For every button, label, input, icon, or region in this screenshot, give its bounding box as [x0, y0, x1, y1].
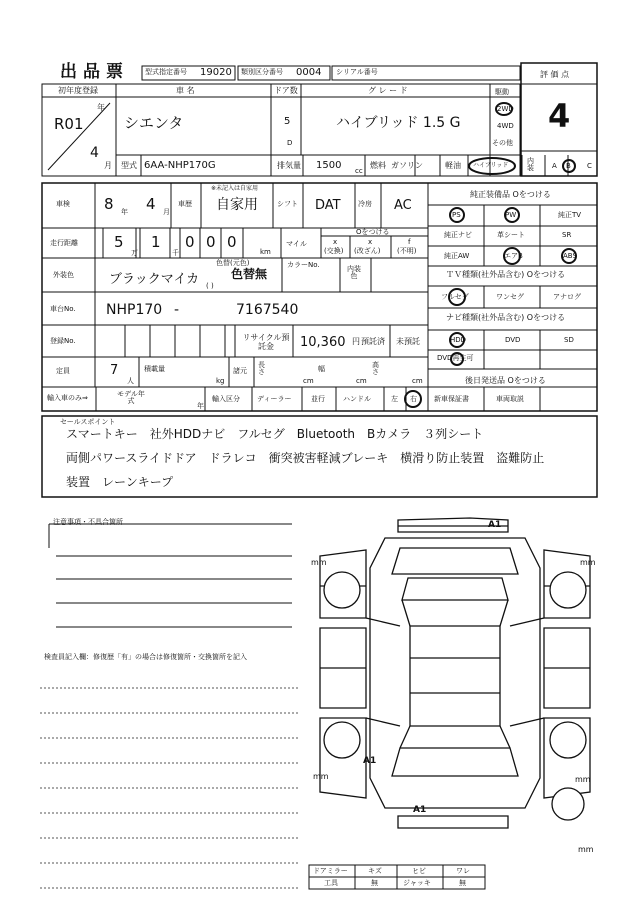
- mileage-exchange: (交換): [324, 247, 344, 255]
- serial-label: シリアル番号: [336, 68, 378, 76]
- mileage-man: 万: [131, 249, 138, 257]
- nav-dvd-play: DVD再生可: [437, 354, 474, 362]
- cooler-value: AC: [394, 198, 412, 213]
- drive-other: その他: [492, 139, 513, 147]
- mm-right-bottom: mm: [578, 845, 594, 854]
- car-damage-diagram: [300, 508, 610, 860]
- nav-hdd: HDD: [450, 336, 467, 344]
- doors-value: 5: [284, 116, 291, 127]
- inspection-month: 4: [146, 195, 156, 213]
- capacity-value: 7: [110, 363, 119, 378]
- tv-oneseg: ワンセグ: [496, 293, 524, 301]
- drive-label: 駆動: [495, 88, 509, 96]
- chassis-label: 車台No.: [50, 305, 76, 313]
- after-label: 後日発送品 Oをつける: [465, 376, 546, 385]
- model-code-label: 型式: [121, 161, 137, 170]
- displacement: 1500: [316, 160, 342, 171]
- color-label: 外装色: [53, 271, 74, 279]
- jack-value: 無: [459, 879, 466, 887]
- first-reg-era: R01: [54, 115, 84, 133]
- mileage-d2: 1: [151, 233, 161, 251]
- fuel-gasoline: ガソリン: [391, 161, 423, 170]
- car-name: シエンタ: [124, 114, 184, 132]
- mileage-sen: 千: [172, 249, 179, 257]
- selling-points-line3: 装置 レーンキープ: [66, 475, 174, 489]
- shift-label: シフト: [277, 200, 298, 208]
- mileage-label: 走行距離: [50, 239, 78, 247]
- history-label: 車歴: [178, 200, 192, 208]
- chassis-prefix: NHP170: [106, 302, 163, 318]
- mileage-exchange-mark: x: [333, 238, 338, 246]
- mileage-unknown: (不明): [397, 247, 417, 255]
- equip-tv: 純正TV: [558, 211, 582, 219]
- selling-points-label: セールスポイント: [60, 418, 116, 426]
- recycle-not-deposited: 未預託: [396, 337, 420, 346]
- first-reg-month-label: 月: [104, 161, 112, 170]
- color-code-label: カラーNo.: [287, 261, 320, 269]
- capacity-unit: 人: [127, 377, 134, 385]
- break-label: ワレ: [456, 867, 470, 875]
- import-dealer: ディーラー: [257, 395, 292, 403]
- equip-airbag: エアB: [504, 252, 523, 260]
- nav-dvd: DVD: [505, 336, 521, 344]
- dims-label: 諸元: [233, 367, 247, 375]
- mileage-d3: 0: [185, 233, 195, 251]
- tv-analog: アナログ: [553, 293, 581, 301]
- load-label: 積載量: [144, 365, 165, 373]
- tv-label: ＴＶ種類(社外品含む) Oをつける: [446, 270, 566, 279]
- inspector-label: 検査員記入欄：修復歴「有」の場合は修復箇所・交換箇所を記入: [44, 653, 247, 661]
- crack-label: ヒビ: [412, 867, 426, 875]
- registration-label: 登録No.: [50, 337, 76, 345]
- equip-pw: PW: [505, 211, 517, 219]
- grade-value: ハイブリッド 1.5 G: [336, 115, 461, 131]
- dims-length-cm: cm: [303, 377, 314, 385]
- equip-abs: ABS: [563, 252, 577, 260]
- nav-sd: SD: [564, 336, 574, 344]
- color-paren: ( ): [206, 282, 214, 290]
- import-category: 輸入区分: [212, 395, 240, 403]
- color-value: ブラックマイカ: [109, 272, 200, 287]
- notes-label: 注意事項・不具合箇所: [53, 518, 123, 526]
- equip-navi: 純正ナビ: [444, 231, 472, 239]
- inspection-year-label: 年: [121, 208, 128, 216]
- dims-height: 高さ: [372, 361, 379, 376]
- score-value: 4: [548, 97, 571, 135]
- model-cert-label: 型式指定番号: [145, 68, 187, 76]
- color-change-label: 色替(元色): [216, 259, 250, 267]
- color-change-value: 色替無: [231, 267, 268, 281]
- doors-header: ドア数: [274, 86, 298, 95]
- chassis-dash: -: [174, 302, 180, 318]
- dims-height-cm: cm: [412, 377, 423, 385]
- drive-4wd: 4WD: [497, 122, 514, 130]
- import-year-unit: 年: [197, 402, 204, 410]
- diagram-mark-3: A1: [413, 805, 427, 815]
- first-reg-month: 4: [90, 145, 99, 161]
- tools-label: 工具: [324, 879, 338, 887]
- capacity-label: 定員: [56, 367, 70, 375]
- interior-a: A: [552, 162, 557, 170]
- first-reg-year-label: 年: [97, 103, 105, 112]
- recycle-label: リサイクル預託金: [242, 333, 290, 351]
- doors-unit: D: [287, 139, 293, 147]
- category-label: 類別区分番号: [241, 68, 283, 76]
- inspection-month-label: 月: [163, 208, 170, 216]
- displacement-unit: cc: [355, 167, 363, 175]
- recycle-value: 10,360: [300, 335, 346, 350]
- grade-header: グ レ ー ド: [368, 86, 408, 95]
- form-title: 出品票: [60, 62, 129, 82]
- import-handle: ハンドル: [343, 395, 371, 403]
- shift-value: DAT: [315, 198, 341, 213]
- mirror-label: ドアミラー: [313, 867, 348, 875]
- equip-leather: 革シート: [497, 231, 525, 239]
- import-model-year: モデル年式: [117, 390, 145, 405]
- tools-value: 無: [371, 879, 378, 887]
- load-unit: kg: [216, 377, 225, 385]
- history-value: 自家用: [216, 197, 258, 213]
- mileage-d5: 0: [227, 233, 237, 251]
- mileage-d4: 0: [206, 233, 216, 251]
- displacement-label: 排気量: [277, 161, 301, 170]
- mileage-modified-mark: x: [368, 238, 373, 246]
- interior-label: 内装: [527, 157, 534, 172]
- interior-c: C: [587, 162, 592, 170]
- score-label: 評 価 点: [540, 70, 570, 79]
- nav-label: ナビ種類(社外品含む) Oをつける: [446, 313, 566, 322]
- mileage-unknown-mark: f: [408, 238, 411, 246]
- import-right: 右: [410, 395, 417, 403]
- model-cert-no: 19020: [200, 67, 232, 78]
- chassis-number: 7167540: [236, 302, 299, 318]
- import-left: 左: [391, 395, 398, 403]
- selling-points-line2: 両側パワースライドドア ドラレコ 衝突被害軽減ブレーキ 横滑り防止装置 盗難防止: [66, 451, 545, 465]
- equip-label: 純正装備品 Oをつける: [470, 190, 551, 199]
- interior-color-label: 内装色: [347, 265, 361, 280]
- dims-width: 幅: [318, 365, 325, 373]
- recycle-yen: 円: [352, 337, 360, 346]
- dims-length: 長さ: [258, 361, 265, 376]
- import-label: 輸入車のみ⇒: [47, 394, 88, 402]
- history-note: ※未記入は自家用: [211, 185, 259, 192]
- recycle-deposited: 預託済: [361, 337, 385, 346]
- interior-b: B: [566, 162, 571, 170]
- mileage-circle-note: Oをつける: [356, 228, 390, 236]
- diagram-mark-2: A1: [363, 756, 377, 766]
- diagram-mark-1: A1: [488, 520, 502, 530]
- mm-right-mid: mm: [575, 775, 591, 784]
- cooler-label: 冷房: [358, 200, 372, 208]
- mileage-modified: (改ざん): [354, 247, 381, 255]
- tv-fullseg: フルセグ: [441, 293, 469, 301]
- equip-ps: PS: [452, 211, 461, 219]
- drive-2wd: 2WD: [497, 105, 514, 113]
- equip-sr: SR: [562, 231, 572, 239]
- scratch-label: キズ: [368, 867, 382, 875]
- fuel-hybrid: ハイブリッド: [473, 162, 509, 169]
- jack-label: ジャッキ: [403, 879, 431, 887]
- car-name-header: 車 名: [176, 86, 195, 95]
- mm-left-bottom: mm: [313, 772, 329, 781]
- mm-right-top: mm: [580, 558, 596, 567]
- equip-aw: 純正AW: [444, 252, 470, 260]
- after-warranty: 新車保証書: [434, 395, 469, 403]
- dims-width-cm: cm: [356, 377, 367, 385]
- mileage-mile: マイル: [286, 240, 307, 248]
- selling-points-line1: スマートキー 社外HDDナビ フルセグ Bluetooth Bカメラ ３列シート: [66, 427, 484, 441]
- mileage-unit: km: [260, 248, 271, 256]
- fuel-diesel: 軽油: [445, 161, 461, 170]
- mm-left-top: mm: [311, 558, 327, 567]
- category-no: 0004: [296, 67, 322, 78]
- after-manual: 車両取説: [496, 395, 524, 403]
- mileage-d1: 5: [114, 233, 124, 251]
- first-reg-header: 初年度登録: [58, 86, 98, 95]
- import-parallel: 並行: [311, 395, 325, 403]
- model-code: 6AA-NHP170G: [144, 160, 216, 171]
- inspection-label: 車検: [56, 200, 70, 208]
- fuel-label: 燃料: [370, 161, 386, 170]
- inspection-year: 8: [104, 195, 114, 213]
